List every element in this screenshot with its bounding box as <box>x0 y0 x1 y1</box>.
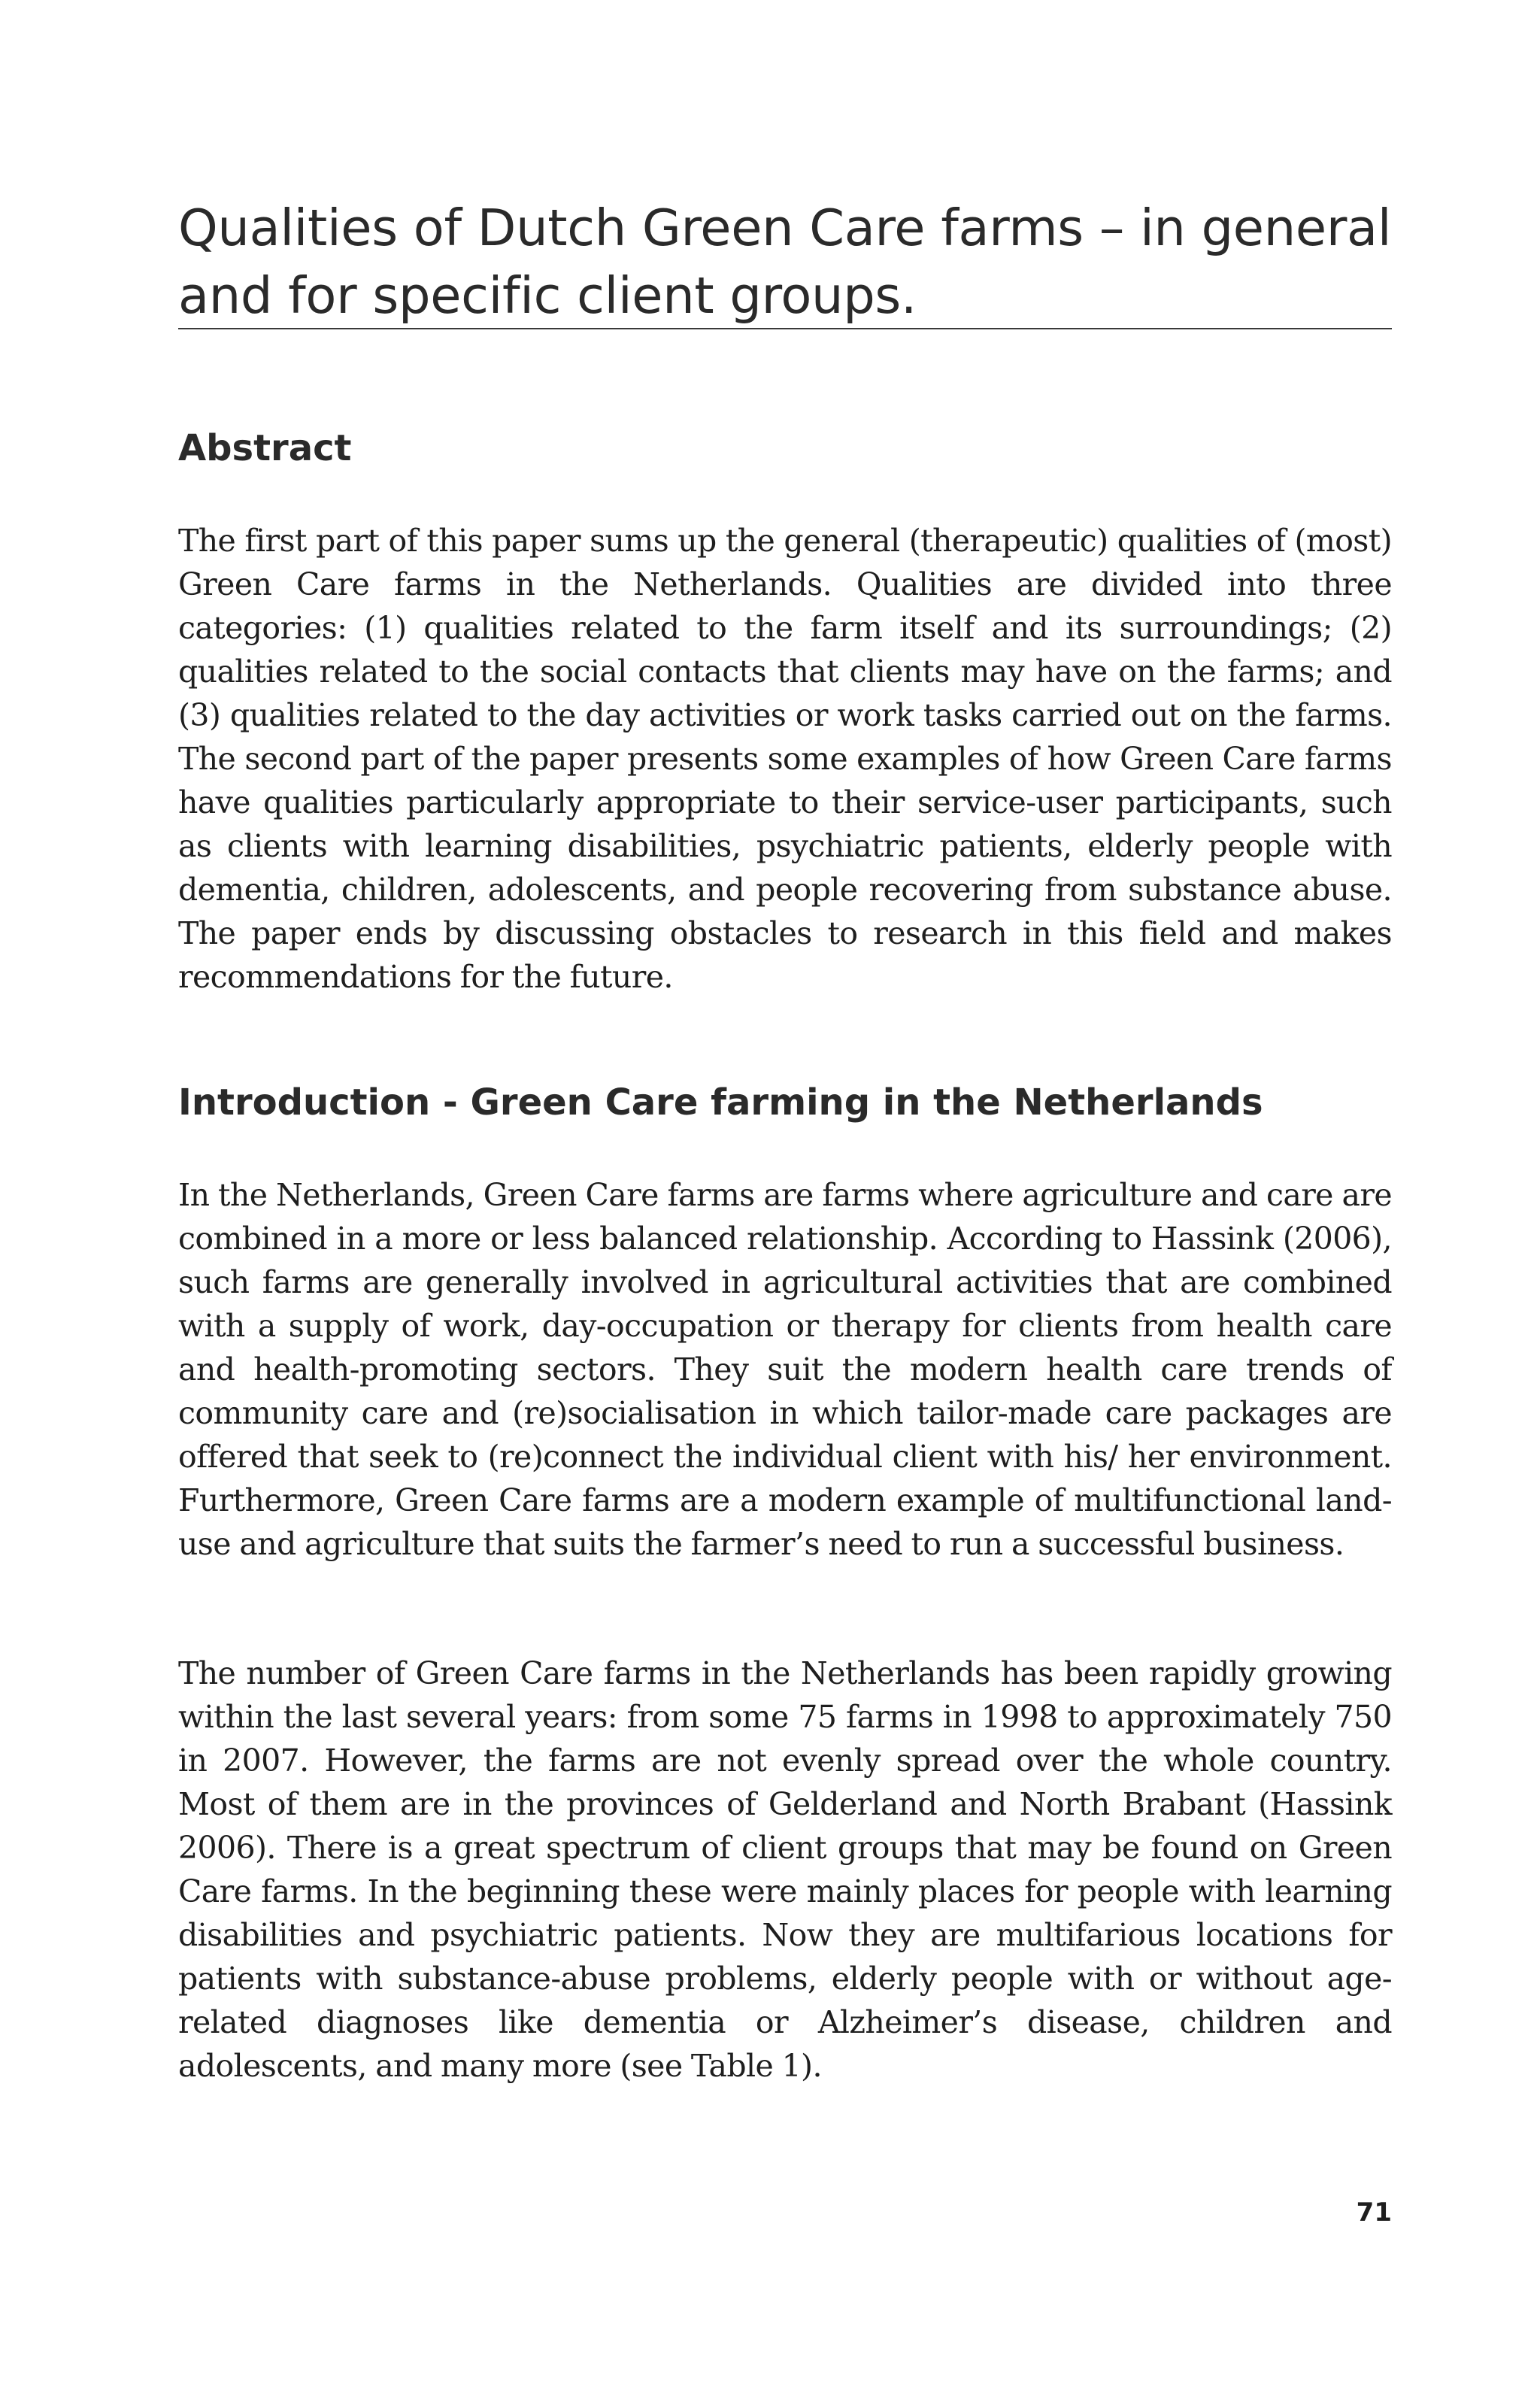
page <box>178 0 1392 2390</box>
introduction-heading: Introduction - Green Care farming in the Netherlands <box>178 1081 1263 1124</box>
introduction-paragraph-1: In the Netherlands, Green Care farms are farms where agriculture and care are combined in a more or less balanced relationship. According to Hassink (2006), such farms are generally involved in agricultural activities that are combined with a supply of work, day-occupation or therapy for clients from health care and health-promoting sectors. They suit the modern health care trends of community care and (re)socialisation in which tailor-made care packages are offered that seek to (re)connect the individual client with his/ her environment. Furthermore, Green Care farms are a modern example of multifunctional land-use and agriculture that suits the farmer’s need to run a successful business. <box>178 1177 1392 1562</box>
introduction-paragraph-2: The number of Green Care farms in the Netherlands has been rapidly growing within the last several years: from some 75 farms in 1998 to approximately 750 in 2007. However, the farms are not evenly spread over the whole country. Most of them are in the provinces of Gelderland and North Brabant (Hassink 2006). There is a great spectrum of client groups that may be found on Green Care farms. In the beginning these were mainly places for people with learning disabilities and psychiatric patients. Now they are multifarious locations for patients with substance-abuse problems, elderly people with or without age-related diagnoses like dementia or Alzheimer’s disease, children and adolescents, and many more (see Table 1). <box>178 1655 1392 2084</box>
abstract-heading: Abstract <box>178 427 352 469</box>
page-number: 71 <box>1356 2197 1392 2228</box>
paper-title: Qualities of Dutch Green Care farms – in general and for specific client groups. <box>178 199 1392 325</box>
abstract-paragraph: The first part of this paper sums up the general (therapeutic) qualities of (most) Green Care farms in the Netherlands. Qualities are divided into three categories: (1) qualities related to the farm itself and its surroundings; (2) qualities related to the social contacts that clients may have on the farms; and (3) qualities related to the day activities or work tasks carried out on the farms. The second part of the paper presents some examples of how Green Care farms have qualities particularly appropriate to their service-user participants, such as clients with learning disabilities, psychiatric patients, elderly people with dementia, children, adolescents, and people recovering from substance abuse. The paper ends by discussing obstacles to research in this field and makes recommendations for the future. <box>178 523 1392 995</box>
title-divider <box>178 328 1392 329</box>
